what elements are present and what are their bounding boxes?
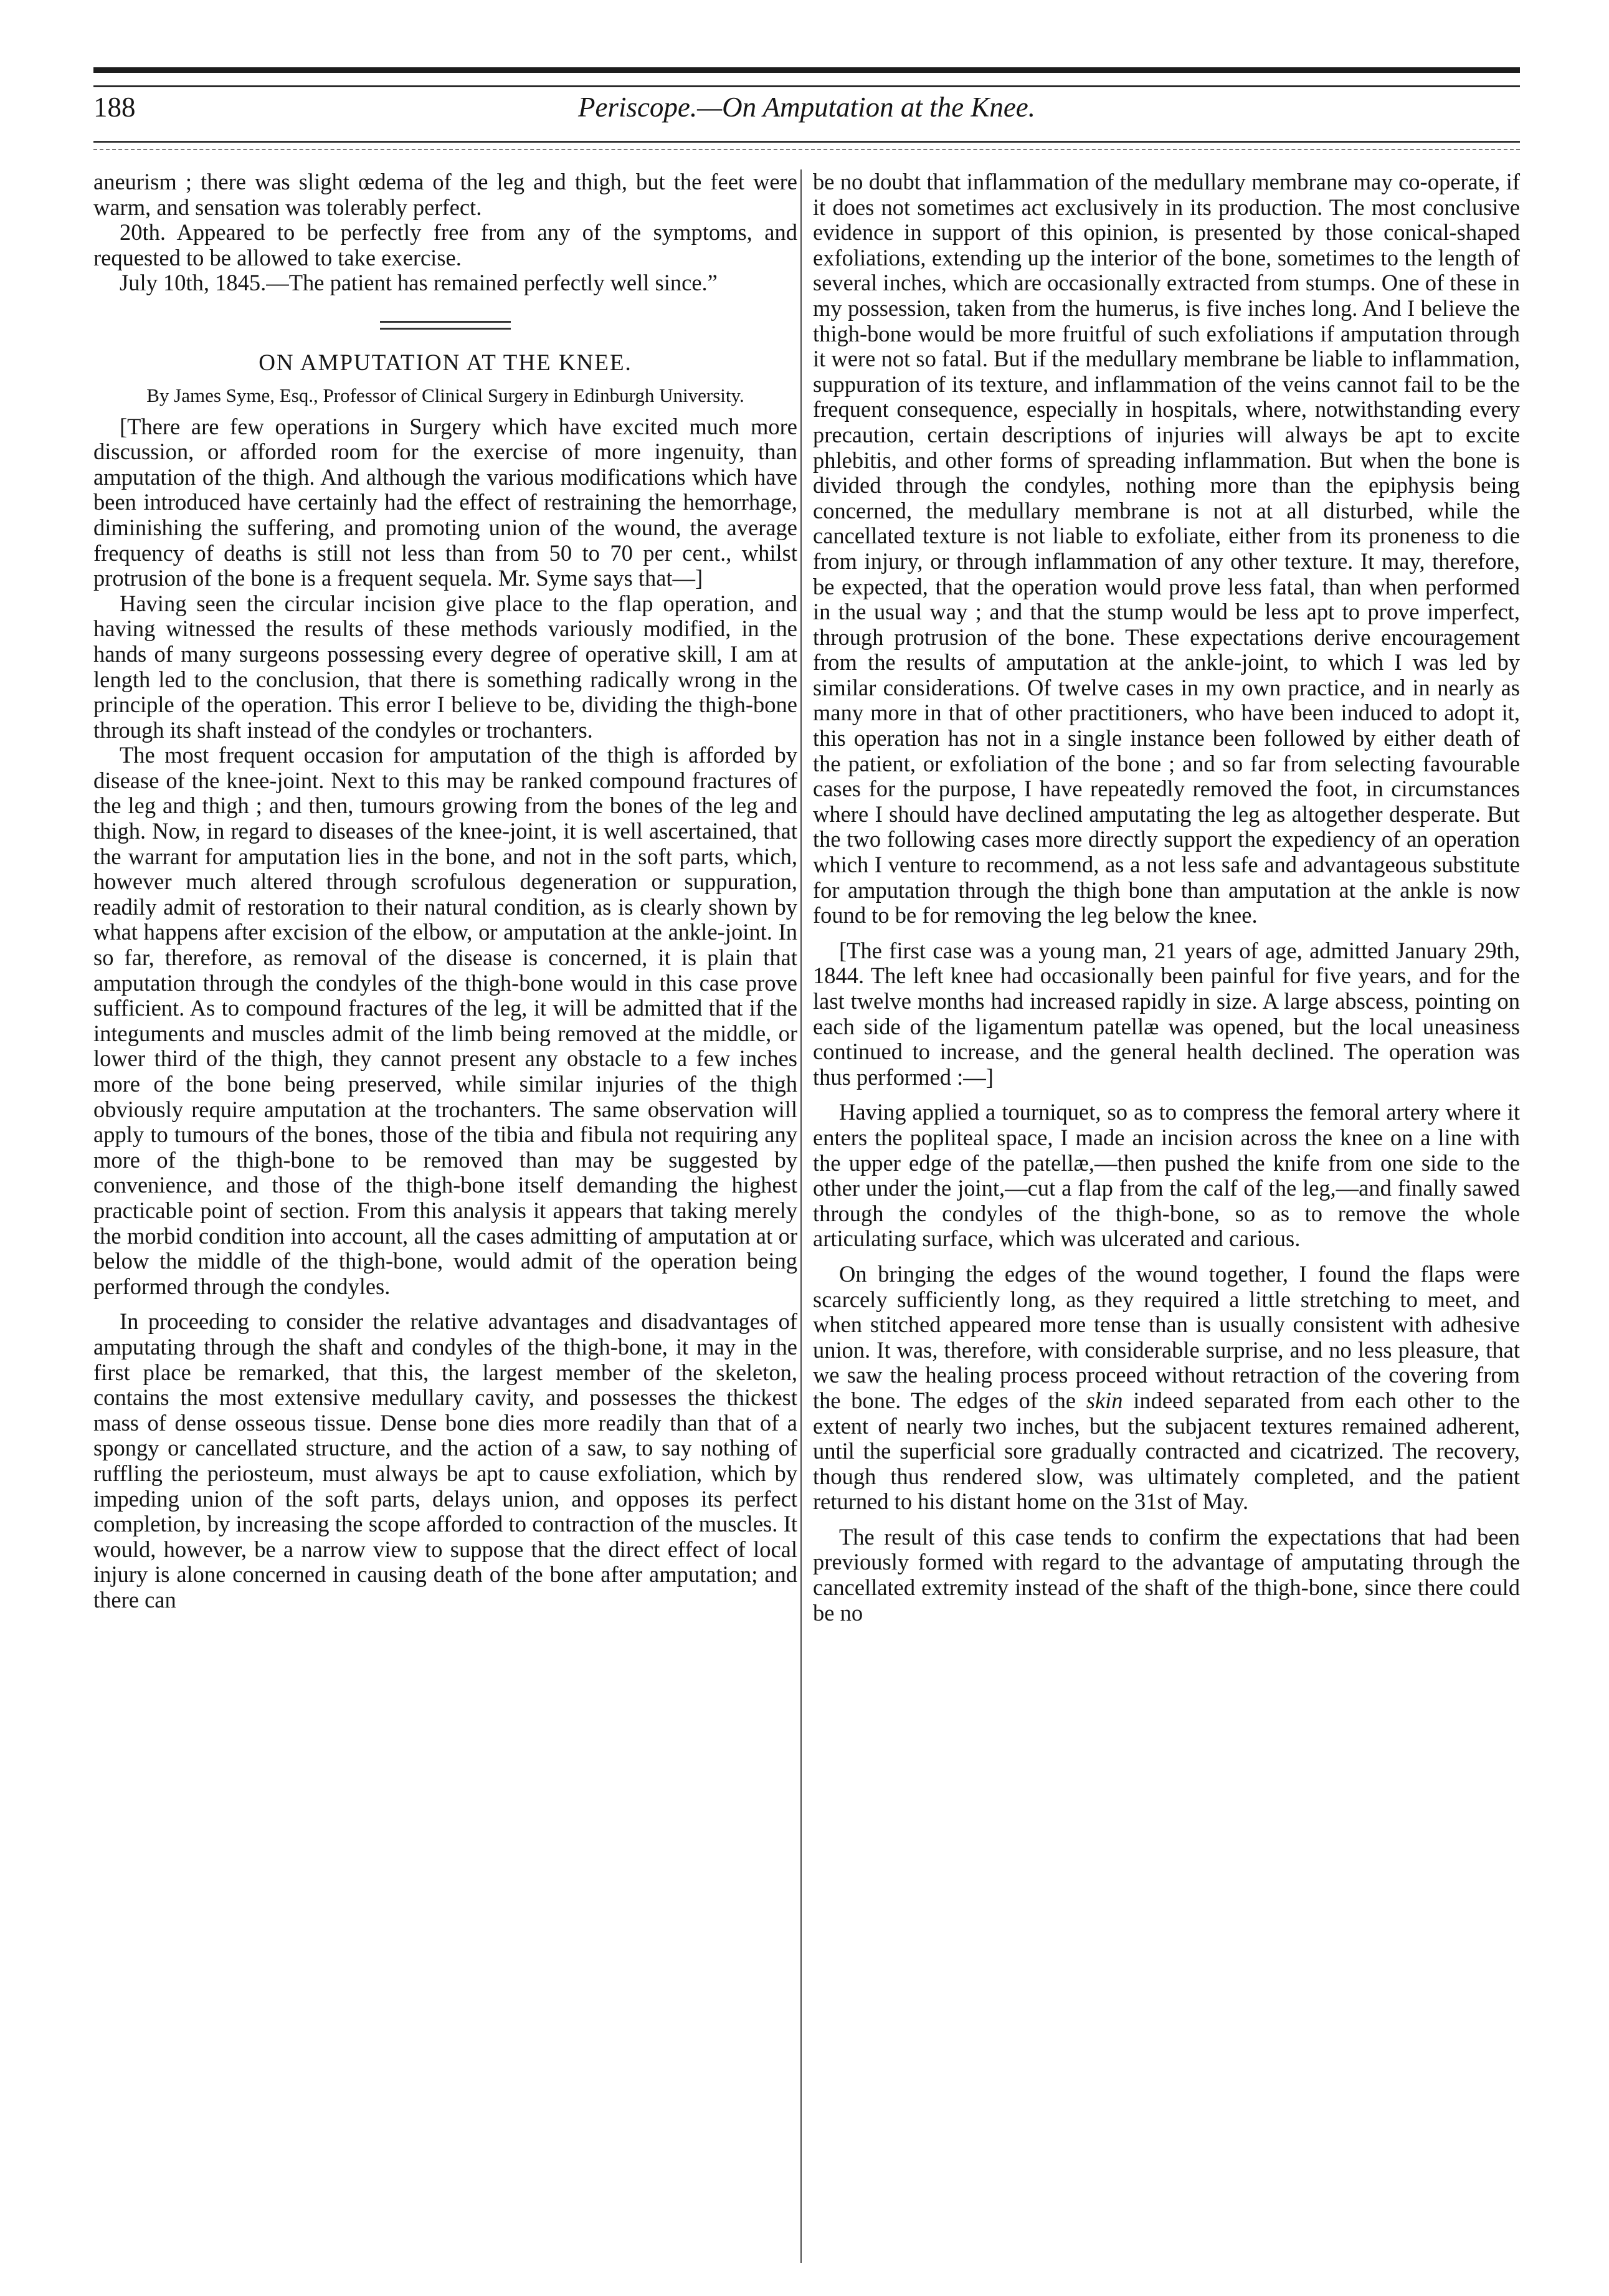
left-column bbox=[93, 169, 797, 1612]
running-title: Periscope.—On Amputation at the Knee. bbox=[577, 92, 1036, 123]
paragraph-text: On bringing the edges of the wound together, I found the flaps were scarcely sufficiently long, as they required a little stretching to meet, and when stitched appeared more tense than is usually consistent with adhesive union. It was, therefore, with considerable surprise, and no less pleasure, that we saw the healing process proceed without retraction of the covering from the bone. The edges of the bbox=[813, 1260, 1520, 1413]
article-byline: By James Syme, Esq., Professor of Clinical Surgery in Edinburgh University. bbox=[146, 384, 744, 406]
paragraph: Having applied a tourniquet, so as to compress the femoral artery where it enters the popliteal space, I made an incision across the knee on a line with the upper edge of the patellæ,—then pushed the knife from one side to the other under the joint,—cut a flap from the calf of the leg,—and finally sawed through the condyles of the thigh-bone, so as to remove the whole articulating surface, which was ulcerated and carious. bbox=[813, 1099, 1520, 1252]
right-column bbox=[813, 169, 1520, 1626]
section-divider bbox=[380, 321, 511, 330]
previous-article-text: aneurism ; there was slight œdema of the leg and thigh, but the feet were warm, and sensation was tolerably perfect. bbox=[93, 169, 797, 220]
paragraph: The result of this case tends to confirm the expectations that had been previously formed with regard to the advantage of amputating through the cancellated extremity instead of the shaft of the thigh-bone, since there could be no bbox=[813, 1523, 1520, 1626]
paragraph-text: indeed separated from each other to the extent of nearly two inches, but the subjacent textures remained adherent, until the superficial sore gradually contracted and cicatrized. The recovery, though thus rendered slow, was ultimately completed, and the patient returned to his distant home on the 31st of May. bbox=[813, 1387, 1520, 1515]
previous-article-text: July 10th, 1845.—The patient has remained perfectly well since.” bbox=[120, 270, 718, 296]
paragraph bbox=[813, 1262, 1520, 1515]
paragraph: The most frequent occasion for amputation of the thigh is afforded by disease of the knee-joint. Next to this may be ranked compound fractures of the leg and thigh ; and then, tumours growing from the bones of the leg and thigh. Now, in regard to diseases of the knee-joint, it is well ascertained, that the warrant for amputation lies in the bone, and not in the soft parts, which, however much altered through scrofulous degeneration or suppuration, readily admit of restoration to their natural condition, as is clearly shown by what happens after excision of the elbow, or amputation at the ankle-joint. In so far, therefore, as removal of the disease is concerned, it is plain that amputation through the condyles of the thigh-bone would in this case prove sufficient. As to compound fractures of the leg, it will be admitted that if the integuments and muscles admit of the limb being removed at the middle, or lower third of the thigh, they cannot present any obstacle to a few inches more of the bone being preserved, while similar injuries of the thigh obviously require amputation at the trochanters. The same observation will apply to tumours of the bones, those of the tibia and fibula not requiring any more of the thigh-bone to be removed than may be suggested by convenience, and those of the thigh-bone itself demanding the highest practicable point of section. From this analysis it appears that taking merely the morbid condition into account, all the cases admitting of amputation at or below the middle of the thigh-bone, would admit of the operation being performed through the condyles. bbox=[93, 742, 797, 1299]
paragraph: be no doubt that inflammation of the medullary membrane may co-operate, if it does not sometimes act exclusively in its production. The most conclusive evidence in support of this opinion, is presented by those conical-shaped exfoliations, extending up the interior of the bone, sometimes to the length of several inches, which are occasionally extracted from stumps. One of these in my possession, taken from the humerus, is five inches long. And I believe the thigh-bone would be more fruitful of such exfoliations if amputation through it were not so fatal. But if the medullary membrane be liable to inflammation, suppuration of its texture, and inflammation of the veins cannot fail to be the frequent consequence, especially in hospitals, where, notwithstanding every precaution, certain descriptions of injuries will always be apt to excite phlebitis, and other forms of spreading inflammation. But when the bone is divided through the condyles, nothing more than the epiphysis being concerned, the medullary membrane is not at all disturbed, while the cancellated texture is not liable to exfoliate, either from its proneness to die from injury, or through inflammation of any other texture. It may, therefore, be expected, that the operation would prove less fatal, than when performed in the usual way ; and that the stump would be less apt to prove imperfect, through protrusion of the bone. These expectations derive encouragement from the results of amputation at the ankle-joint, to which I was led by similar considerations. Of twelve cases in my own practice, and in nearly as many more in that of other practitioners, who have been induced to adopt it, this operation has not in a single instance been followed by either death of the patient, or exfoliation of the bone ; and so far from selecting favourable cases for the purpose, I have repeatedly removed the foot, in circumstances where I should have declined amputating the leg as altogether desperate. But the two following cases more directly support the expediency of an operation which I venture to recommend, as a not less safe and advantageous substitute for amputation through the thigh bone than amputation at the ankle is now found to be for removing the leg below the knee. bbox=[813, 169, 1520, 928]
italic-word: skin bbox=[1086, 1387, 1123, 1413]
header-rule-bottom bbox=[93, 141, 1520, 150]
article-title: ON AMPUTATION AT THE KNEE. bbox=[259, 350, 632, 376]
paragraph: [The first case was a young man, 21 years of age, admitted January 29th, 1844. The left knee had occasionally been painful for five years, and for the last twelve months had increased rapidly in size. A large abscess, pointing on each side of the ligamentum patellæ was opened, but the local uneasiness continued to increase, and the general health declined. The operation was thus performed :—] bbox=[813, 937, 1520, 1090]
page-number: 188 bbox=[93, 92, 136, 123]
header-rule-top bbox=[93, 67, 1520, 87]
column-divider bbox=[800, 169, 802, 2263]
paragraph: In proceeding to consider the relative advantages and disadvantages of amputating through the shaft and condyles of the thigh-bone, it may in the first place be remarked, that this, the largest member of the skeleton, contains the most extensive medullary cavity, and possesses the thickest mass of dense osseous tissue. Dense bone dies more readily than that of a spongy or cancellated structure, and the action of a saw, to say nothing of ruffling the periosteum, must always be apt to cause exfoliation, which by impeding union of the soft parts, delays union, and opposes its perfect completion, by increasing the scope afforded to contraction of the muscles. It would, however, be a narrow view to suppose that the direct effect of local injury is alone concerned in causing death of the bone after amputation; and there can bbox=[93, 1308, 797, 1612]
paragraph: [There are few operations in Surgery which have excited much more discussion, or afforded room for the exercise of more ingenuity, than amputation of the thigh. And although the various modifications which have been introduced have certainly had the effect of restraining the hemorrhage, diminishing the suffering, and promoting union of the wound, the average frequency of deaths is still not less than from 50 to 70 per cent., whilst protrusion of the bone is a frequent sequela. Mr. Syme says that—] bbox=[93, 413, 797, 591]
running-header bbox=[93, 88, 1520, 126]
paragraph: Having seen the circular incision give place to the flap operation, and having witnessed the results of these methods variously modified, in the hands of many surgeons possessing every degree of operative skill, I am at length led to the conclusion, that there is something radically wrong in the principle of the operation. This error I believe to be, dividing the thigh-bone through its shaft instead of the condyles or trochanters. bbox=[93, 590, 797, 743]
previous-article-text: 20th. Appeared to be perfectly free from any of the symptoms, and requested to be allowed to take exercise. bbox=[93, 219, 797, 270]
